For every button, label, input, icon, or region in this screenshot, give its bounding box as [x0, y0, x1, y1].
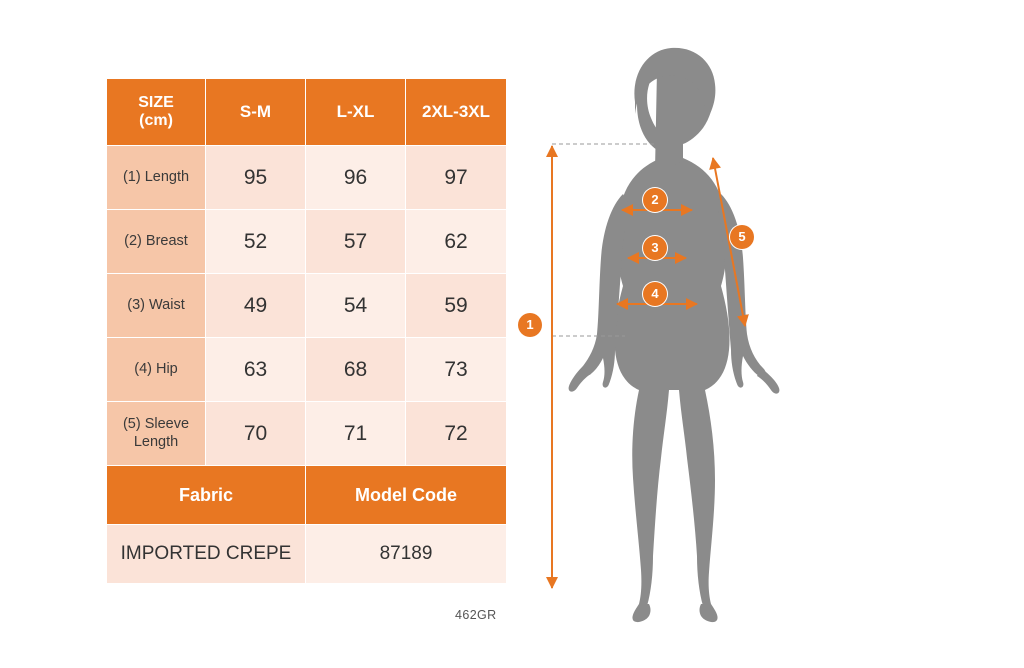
header-size-cm [107, 79, 206, 146]
cell-sleeve-sm: 70 [206, 402, 306, 466]
cell-breast-2xl3xl: 62 [406, 210, 507, 274]
size-chart-table [106, 78, 507, 584]
figure-silhouette [569, 48, 780, 622]
cell-hip-lxl: 68 [306, 338, 406, 402]
marker-4-hip: 4 [643, 282, 667, 306]
marker-5-sleeve-length: 5 [730, 225, 754, 249]
table-row [107, 210, 507, 274]
table-row [107, 338, 507, 402]
table-row [107, 274, 507, 338]
cell-length-lxl: 96 [306, 146, 406, 210]
header-col-lxl: L-XL [306, 79, 406, 146]
cell-waist-sm: 49 [206, 274, 306, 338]
row-label-breast: (2) Breast [107, 210, 206, 274]
marker-3-waist: 3 [643, 236, 667, 260]
footer-value-fabric: IMPORTED CREPE [107, 525, 306, 584]
marker-1-length: 1 [518, 313, 542, 337]
marker-2-breast: 2 [643, 188, 667, 212]
table-footer-header-row [107, 466, 507, 525]
row-label-sleeve-line2: Length [133, 433, 179, 450]
female-figure-illustration [505, 18, 905, 628]
cell-waist-2xl3xl: 59 [406, 274, 507, 338]
header-size-line1: SIZE [138, 93, 174, 111]
cell-breast-sm: 52 [206, 210, 306, 274]
cell-hip-sm: 63 [206, 338, 306, 402]
table-row [107, 146, 507, 210]
footer-value-model-code: 87189 [306, 525, 507, 584]
row-label-sleeve-line1: (5) Sleeve [122, 416, 190, 433]
table-header-row [107, 79, 507, 146]
table-footer-value-row [107, 525, 507, 584]
cell-sleeve-lxl: 71 [306, 402, 406, 466]
table-row [107, 402, 507, 466]
footer-header-fabric: Fabric [107, 466, 306, 525]
cell-waist-lxl: 54 [306, 274, 406, 338]
header-size-line2: (cm) [139, 112, 173, 129]
header-col-2xl3xl: 2XL-3XL [406, 79, 507, 146]
row-label-sleeve-length [107, 402, 206, 466]
image-code-note: 462GR [455, 608, 497, 622]
cell-length-2xl3xl: 97 [406, 146, 507, 210]
measurement-diagram [505, 18, 905, 628]
row-label-hip: (4) Hip [107, 338, 206, 402]
cell-sleeve-2xl3xl: 72 [406, 402, 507, 466]
row-label-length: (1) Length [107, 146, 206, 210]
header-col-sm: S-M [206, 79, 306, 146]
cell-hip-2xl3xl: 73 [406, 338, 507, 402]
cell-length-sm: 95 [206, 146, 306, 210]
row-label-waist: (3) Waist [107, 274, 206, 338]
footer-header-model-code: Model Code [306, 466, 507, 525]
cell-breast-lxl: 57 [306, 210, 406, 274]
